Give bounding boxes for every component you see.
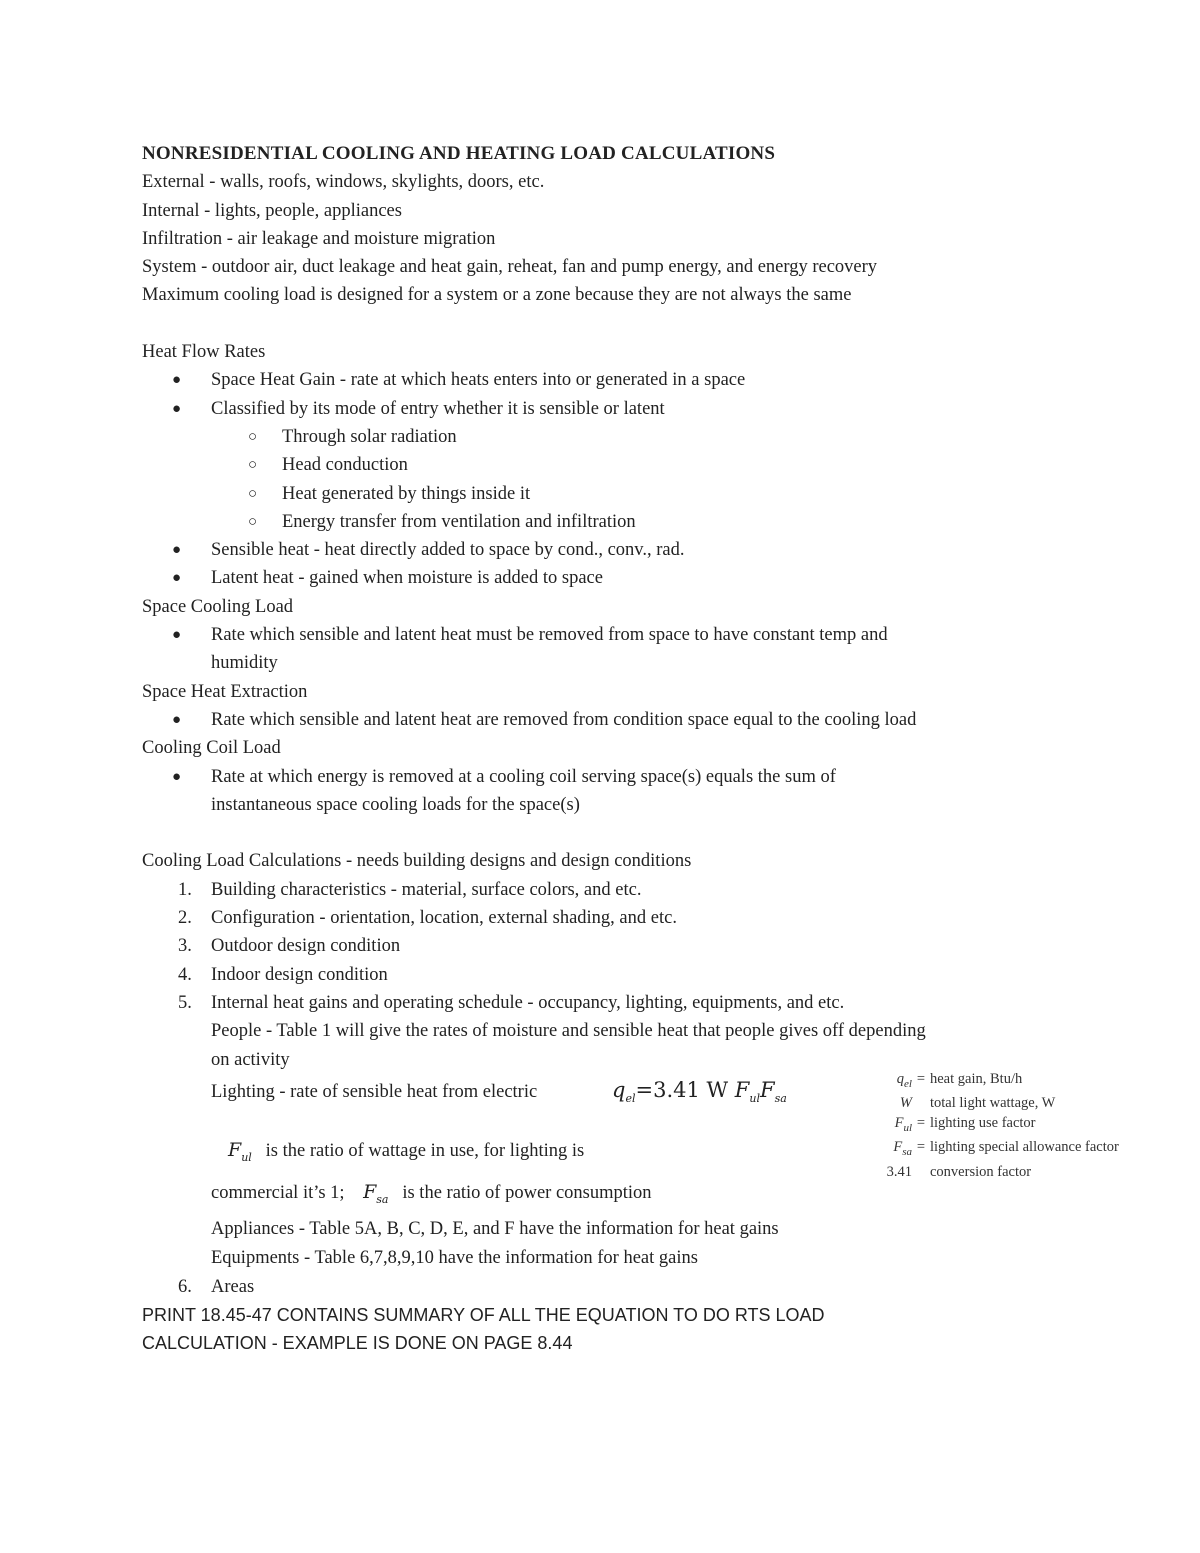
list-item xyxy=(142,621,1072,678)
list-item-line: ● Rate at which energy is removed at a cooling coil serving space(s) equals the sum of xyxy=(211,766,836,787)
list-item: ● Latent heat - gained when moisture is added to space xyxy=(142,564,1072,592)
section-heading: Space Cooling Load xyxy=(142,596,294,617)
space-extraction-list xyxy=(142,706,1072,734)
space-cooling-list xyxy=(142,621,1072,678)
spacer xyxy=(142,819,1072,847)
list-item-line: ● Rate which sensible and latent heat must be removed from space to have constant temp and xyxy=(211,625,888,646)
coil-list xyxy=(142,763,1072,820)
lighting-equation: $q_{el}=3.41$ W $F_{ul}F_{sa}$ xyxy=(612,1077,787,1105)
print-note: PRINT 18.45-47 CONTAINS SUMMARY OF ALL THE EQUATION TO DO RTS LOAD xyxy=(142,1304,825,1325)
people-text: People - Table 1 will give the rates of moisture and sensible heat that people gives off depending xyxy=(211,1021,926,1042)
numbered-item: 2. Configuration - orientation, location, external shading, and etc. xyxy=(178,908,677,929)
print-note: CALCULATION - EXAMPLE IS DONE ON PAGE 8.44 xyxy=(142,1333,573,1354)
legend-row: $F_{ul}$ = lighting use factor xyxy=(894,1114,1036,1134)
sub-list-item: ○ Head conduction xyxy=(142,451,1072,479)
sub-list-item: ○ Heat generated by things inside it xyxy=(142,480,1072,508)
spacer xyxy=(142,310,1072,338)
section-heading: Heat Flow Rates xyxy=(142,342,266,363)
lighting-text: Lighting - rate of sensible heat from electric xyxy=(211,1081,538,1102)
numbered-item: 6. Areas xyxy=(178,1276,255,1297)
comm-text: commercial it’s 1; xyxy=(211,1182,345,1203)
ful-symbol: $F_{ul}$ xyxy=(228,1138,252,1164)
intro-line: System - outdoor air, duct leakage and heat gain, reheat, fan and pump energy, and energy recovery xyxy=(142,257,878,278)
numbered-item: 5. Internal heat gains and operating schedule - occupancy, lighting, equipments, and etc. xyxy=(178,992,845,1013)
sub-list-item: ○ Through solar radiation xyxy=(142,423,1072,451)
list-item xyxy=(142,763,1072,820)
intro-line: Internal - lights, people, appliances xyxy=(142,200,402,221)
fsa-symbol: $F_{sa}$ xyxy=(363,1180,389,1206)
list-item: ● Rate which sensible and latent heat are removed from condition space equal to the cooling load xyxy=(142,706,1072,734)
numbered-item: 3. Outdoor design condition xyxy=(178,936,401,957)
intro-line: Infiltration - air leakage and moisture migration xyxy=(142,228,496,249)
list-item: ● Space Heat Gain - rate at which heats enters into or generated in a space xyxy=(142,366,1072,394)
intro-line: External - walls, roofs, windows, skylights, doors, etc. xyxy=(142,172,545,193)
equipments-text: Equipments - Table 6,7,8,9,10 have the information for heat gains xyxy=(211,1248,698,1269)
variable-legend xyxy=(876,1070,1119,1182)
list-item: ● Classified by its mode of entry whether it is sensible or latent xyxy=(142,395,1072,423)
list-item-line: instantaneous space cooling loads for the space(s) xyxy=(211,794,580,815)
section-heading: Cooling Coil Load xyxy=(142,738,281,759)
ful-text: is the ratio of wattage in use, for lighting is xyxy=(265,1140,585,1161)
section-heading: Space Heat Extraction xyxy=(142,681,308,702)
page-title: NONRESIDENTIAL COOLING AND HEATING LOAD CALCULATIONS xyxy=(142,143,776,164)
appliances-text: Appliances - Table 5A, B, C, D, E, and F have the information for heat gains xyxy=(211,1218,779,1239)
section-heading: Cooling Load Calculations - needs building designs and design conditions xyxy=(142,851,692,872)
list-item: ● Sensible heat - heat directly added to space by cond., conv., rad. xyxy=(142,536,1072,564)
fsa-row xyxy=(142,1178,1072,1214)
numbered-item: 1. Building characteristics - material, surface colors, and etc. xyxy=(178,879,642,900)
people-text: on activity xyxy=(211,1049,290,1070)
fsa-text: is the ratio of power consumption xyxy=(402,1182,652,1203)
numbered-item: 4. Indoor design condition xyxy=(178,964,388,985)
legend-row: $q_{el}$ = heat gain, Btu/h xyxy=(896,1071,1023,1090)
list-item-line: humidity xyxy=(211,653,278,674)
legend-row: $F_{sa}$ = lighting special allowance factor xyxy=(893,1139,1119,1159)
heat-flow-list xyxy=(142,366,1072,592)
legend-row: W total light wattage, W xyxy=(899,1095,1056,1112)
intro-line: Maximum cooling load is designed for a system or a zone because they are not always the same xyxy=(142,285,852,306)
legend-row: 3.41 conversion factor xyxy=(886,1163,1032,1180)
calc-list xyxy=(142,876,1072,1017)
sub-list-item: ○ Energy transfer from ventilation and infiltration xyxy=(142,508,1072,536)
